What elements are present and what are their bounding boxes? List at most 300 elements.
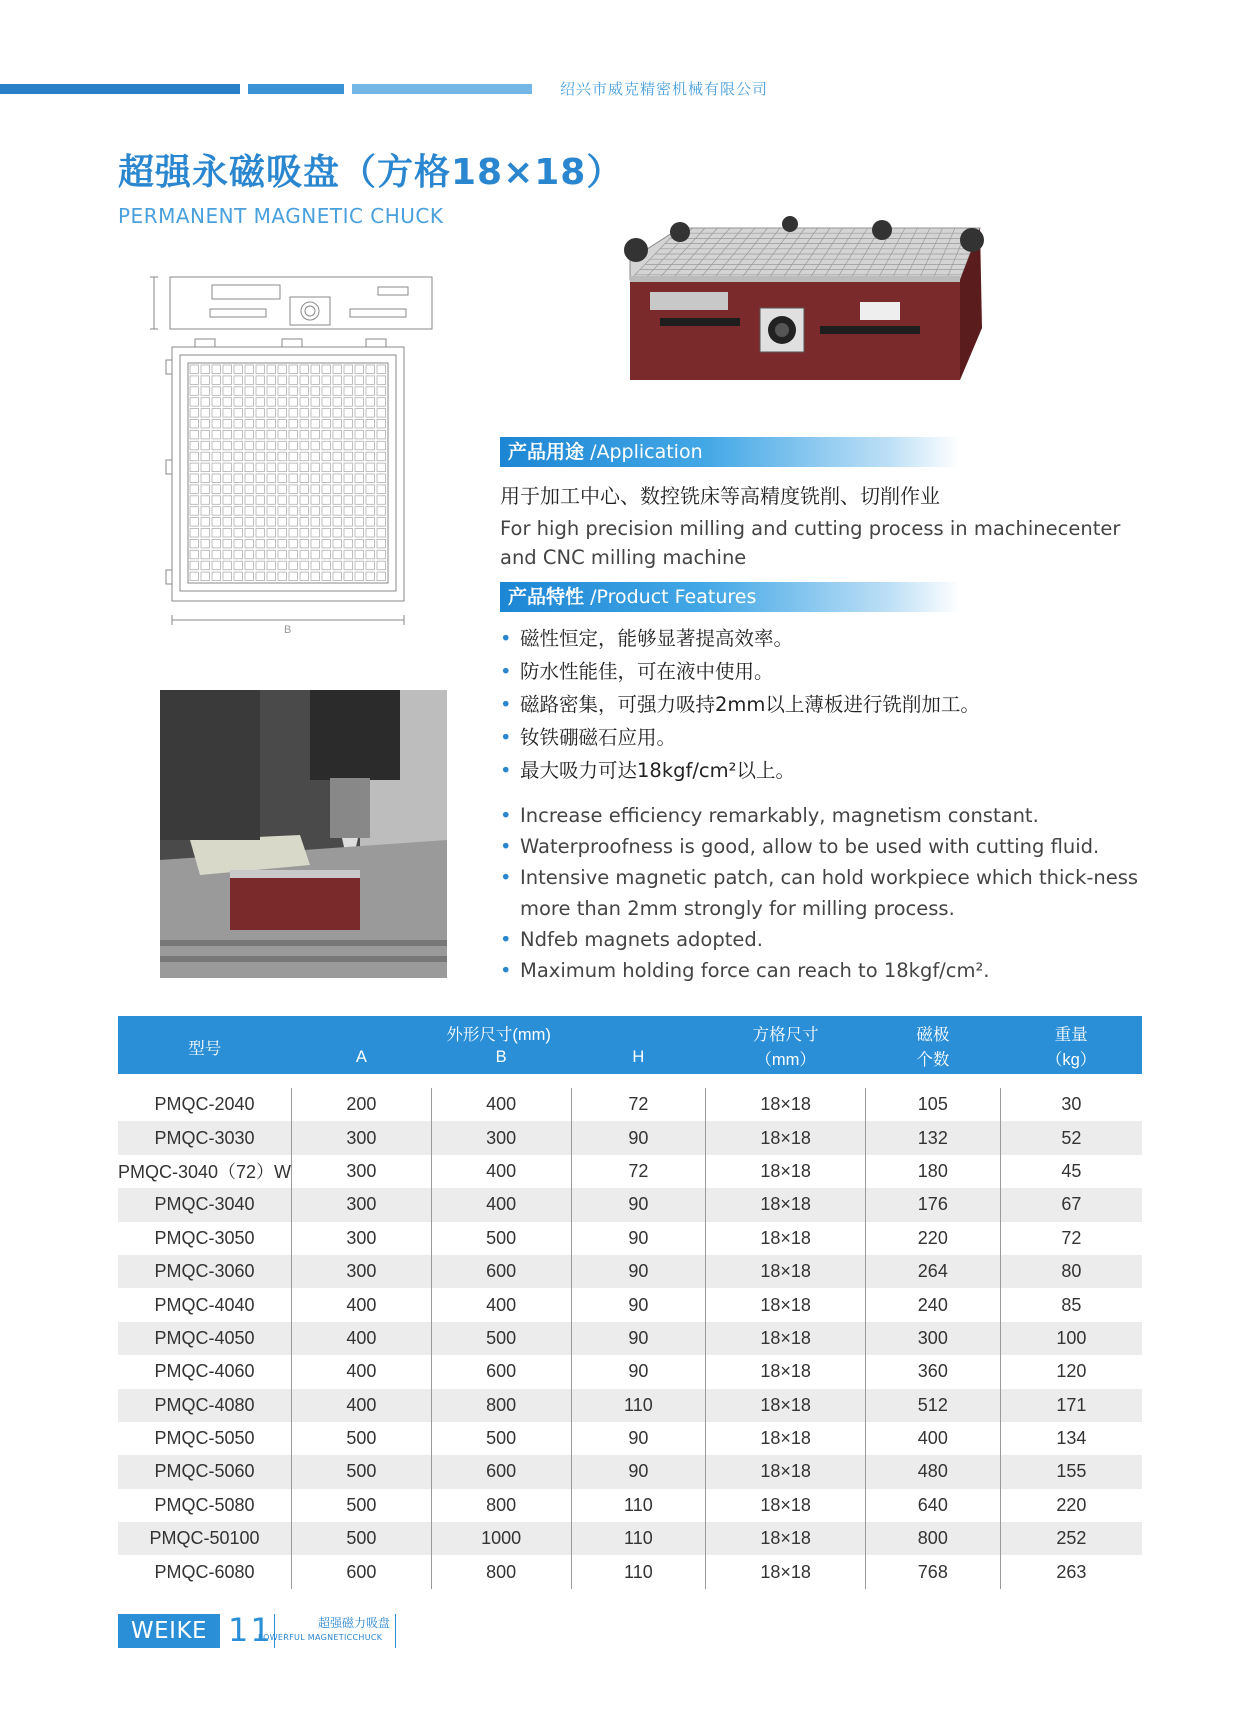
grid-cell — [289, 539, 298, 548]
grid-cell — [278, 463, 287, 472]
grid-cell — [366, 572, 375, 581]
grid-cell — [212, 365, 221, 374]
grid-cell — [355, 409, 364, 418]
grid-cell — [311, 485, 320, 494]
table-cell: 72 — [571, 1155, 706, 1188]
model-cell: PMQC-4080 — [118, 1389, 292, 1422]
application-heading-cn: 产品用途 — [508, 441, 585, 463]
grid-cell — [212, 561, 221, 570]
grid-cell — [333, 441, 342, 450]
grid-cell — [300, 430, 309, 439]
grid-cell — [377, 409, 386, 418]
grid-cell — [267, 409, 276, 418]
grid-cell — [333, 387, 342, 396]
grid-cell — [245, 485, 254, 494]
table-cell: 768 — [865, 1555, 1000, 1588]
grid-cell — [267, 539, 276, 548]
table-cell: 500 — [292, 1489, 432, 1522]
grid-cell — [267, 452, 276, 461]
grid-cell — [300, 550, 309, 559]
grid-cell — [300, 365, 309, 374]
grid-cell — [344, 420, 353, 429]
table-cell: 300 — [292, 1121, 432, 1154]
grid-cell — [355, 529, 364, 538]
grid-cell — [201, 496, 210, 505]
table-row — [118, 1155, 1142, 1188]
grid-cell — [366, 398, 375, 407]
grid-cell — [300, 529, 309, 538]
grid-cell — [355, 485, 364, 494]
grid-cell — [212, 452, 221, 461]
grid-cell — [366, 485, 375, 494]
grid-cell — [344, 463, 353, 472]
grid-cell — [344, 365, 353, 374]
model-cell: PMQC-3040（72）W — [118, 1162, 292, 1183]
grid-cell — [245, 430, 254, 439]
grid-cell — [322, 365, 331, 374]
table-cell: 400 — [292, 1322, 432, 1355]
application-text-en: For high precision milling and cutting process in machinecenter and CNC milling machine — [500, 517, 1121, 569]
grid-cell — [212, 387, 221, 396]
grid-cell — [245, 529, 254, 538]
grid-cell — [234, 420, 243, 429]
grid-cell — [267, 474, 276, 483]
footer-divider — [274, 1614, 275, 1648]
grid-cell — [355, 452, 364, 461]
grid-cell — [333, 474, 342, 483]
grid-cell — [333, 550, 342, 559]
model-cell: PMQC-5080 — [154, 1494, 255, 1515]
table-cell: 18×18 — [706, 1355, 866, 1388]
grid-cell — [245, 463, 254, 472]
grid-cell — [223, 376, 232, 385]
page-subtitle: PERMANENT MAGNETIC CHUCK — [118, 204, 444, 228]
grid-cell — [278, 496, 287, 505]
table-cell: 180 — [865, 1155, 1000, 1188]
grid-cell — [256, 441, 265, 450]
grid-cell — [355, 441, 364, 450]
features-heading-cn: 产品特性 — [508, 586, 585, 608]
grid-cell — [278, 507, 287, 516]
model-cell: PMQC-6080 — [154, 1561, 255, 1582]
grid-cell — [355, 420, 364, 429]
table-cell: 252 — [1000, 1522, 1142, 1555]
grid-cell — [322, 474, 331, 483]
grid-cell — [267, 561, 276, 570]
grid-cell — [256, 561, 265, 570]
table-cell: 500 — [431, 1322, 571, 1355]
table-cell: 45 — [1000, 1155, 1142, 1188]
product-photo — [600, 210, 1010, 410]
grid-cell — [223, 474, 232, 483]
grid-cell — [201, 572, 210, 581]
grid-cell — [267, 507, 276, 516]
header-poles: 磁极 — [865, 1016, 1000, 1045]
table-cell: 600 — [431, 1255, 571, 1288]
grid-cell — [190, 365, 199, 374]
dimension-label: B — [284, 624, 292, 636]
grid-cell — [344, 441, 353, 450]
grid-cell — [201, 474, 210, 483]
grid-cell — [245, 398, 254, 407]
grid-cell — [322, 561, 331, 570]
grid-cell — [333, 539, 342, 548]
grid-cell — [355, 518, 364, 527]
table-cell: 100 — [1000, 1322, 1142, 1355]
grid-cell — [278, 518, 287, 527]
grid-cell — [190, 550, 199, 559]
grid-cell — [278, 420, 287, 429]
grid-cell — [256, 485, 265, 494]
grid-cell — [366, 365, 375, 374]
grid-cell — [311, 365, 320, 374]
grid-cell — [344, 452, 353, 461]
grid-cell — [223, 561, 232, 570]
grid-cell — [223, 507, 232, 516]
grid-cell — [322, 539, 331, 548]
grid-cell — [355, 507, 364, 516]
grid-cell — [245, 365, 254, 374]
table-cell: 18×18 — [706, 1088, 866, 1121]
grid-cell — [234, 485, 243, 494]
table-cell: 18×18 — [706, 1555, 866, 1588]
grid-cell — [278, 441, 287, 450]
grid-cell — [289, 365, 298, 374]
grid-cell — [311, 550, 320, 559]
grid-cell — [366, 409, 375, 418]
page-number: 11 — [228, 1611, 273, 1649]
model-cell: PMQC-50100 — [118, 1522, 292, 1555]
table-cell: 600 — [292, 1555, 432, 1588]
header-weight-unit: （kg） — [1000, 1045, 1142, 1074]
application-heading-en: /Application — [590, 441, 703, 463]
grid-cell — [377, 518, 386, 527]
table-cell: 600 — [431, 1455, 571, 1488]
grid-cell — [278, 430, 287, 439]
grid-cell — [245, 507, 254, 516]
table-cell: 90 — [571, 1222, 706, 1255]
grid-cell — [234, 507, 243, 516]
grid-cell — [212, 430, 221, 439]
grid-cell — [344, 485, 353, 494]
grid-cell — [278, 474, 287, 483]
grid-cell — [366, 539, 375, 548]
grid-cell — [289, 485, 298, 494]
grid-cell — [344, 572, 353, 581]
grid-cell — [355, 398, 364, 407]
grid-cell — [355, 561, 364, 570]
features-list-en — [500, 800, 1150, 986]
grid-cell — [322, 420, 331, 429]
grid-cell — [278, 409, 287, 418]
grid-cell — [366, 550, 375, 559]
table-row — [118, 1355, 1142, 1388]
grid-cell — [267, 485, 276, 494]
header-weight: 重量 — [1000, 1016, 1142, 1045]
grid-cell — [333, 529, 342, 538]
table-cell: 18×18 — [706, 1188, 866, 1221]
grid-cell — [377, 550, 386, 559]
table-row — [118, 1555, 1142, 1588]
grid-cell — [366, 529, 375, 538]
grid-cell — [311, 507, 320, 516]
grid-cell — [234, 561, 243, 570]
grid-cell — [256, 539, 265, 548]
table-cell: 400 — [431, 1188, 571, 1221]
grid-cell — [366, 463, 375, 472]
grid-cell — [333, 376, 342, 385]
grid-cell — [234, 409, 243, 418]
grid-cell — [289, 387, 298, 396]
header-bar — [248, 84, 344, 94]
grid-cell — [245, 420, 254, 429]
table-cell: 800 — [865, 1522, 1000, 1555]
table-cell: 400 — [865, 1422, 1000, 1455]
grid-cell — [311, 572, 320, 581]
grid-cell — [201, 365, 210, 374]
grid-cell — [212, 485, 221, 494]
feature-item: • 磁路密集，可强力吸持2mm以上薄板进行铣削加工。 — [500, 688, 980, 721]
grid-cell — [377, 365, 386, 374]
grid-cell — [311, 430, 320, 439]
table-cell: 90 — [571, 1288, 706, 1321]
footer-label-cn: 超强磁力吸盘 — [318, 1616, 391, 1630]
features-heading — [500, 582, 960, 612]
table-cell: 90 — [571, 1188, 706, 1221]
grid-cell — [212, 529, 221, 538]
grid-cell — [333, 572, 342, 581]
table-cell: 18×18 — [706, 1522, 866, 1555]
grid-cell — [300, 485, 309, 494]
feature-item: • 防水性能佳，可在液中使用。 — [500, 655, 980, 688]
grid-cell — [377, 561, 386, 570]
grid-cell — [201, 518, 210, 527]
grid-cell — [333, 561, 342, 570]
grid-cell — [322, 529, 331, 538]
application-text-cn: 用于加工中心、数控铣床等高精度铣削、切削作业 — [500, 484, 940, 508]
grid-cell — [344, 496, 353, 505]
grid-cell — [234, 365, 243, 374]
table-cell: 18×18 — [706, 1121, 866, 1154]
grid-cell — [212, 441, 221, 450]
grid-cell — [278, 452, 287, 461]
table-cell: 72 — [1000, 1222, 1142, 1255]
grid-cell — [278, 365, 287, 374]
grid-cell — [311, 376, 320, 385]
grid-cell — [377, 420, 386, 429]
machining-photo — [160, 690, 447, 978]
table-body — [118, 1088, 1142, 1589]
feature-item: • 磁性恒定，能够显著提高效率。 — [500, 622, 980, 655]
table-cell: 400 — [431, 1088, 571, 1121]
grid-cell — [234, 572, 243, 581]
grid-cell — [223, 387, 232, 396]
grid-cell — [366, 430, 375, 439]
grid-cell — [322, 496, 331, 505]
grid-cell — [300, 441, 309, 450]
grid-cell — [355, 474, 364, 483]
grid-cell — [377, 474, 386, 483]
table-cell: 18×18 — [706, 1288, 866, 1321]
grid-cell — [300, 387, 309, 396]
table-cell: 400 — [431, 1155, 571, 1188]
table-cell: 800 — [431, 1389, 571, 1422]
grid-cell — [311, 539, 320, 548]
table-cell: 90 — [571, 1121, 706, 1154]
grid-cell — [190, 430, 199, 439]
table-cell: 300 — [865, 1322, 1000, 1355]
grid-cell — [289, 452, 298, 461]
table-cell: 300 — [292, 1188, 432, 1221]
grid-cell — [366, 561, 375, 570]
table-cell: 90 — [571, 1455, 706, 1488]
grid-cell — [311, 398, 320, 407]
table-cell: 400 — [431, 1288, 571, 1321]
grid-cell — [300, 398, 309, 407]
model-cell: PMQC-5060 — [118, 1455, 292, 1488]
grid-cell — [267, 572, 276, 581]
company-name: 绍兴市威克精密机械有限公司 — [560, 80, 769, 98]
table-header — [118, 1016, 1142, 1074]
grid-cell — [366, 496, 375, 505]
table-cell: 176 — [865, 1188, 1000, 1221]
table-cell: 90 — [571, 1255, 706, 1288]
grid-cell — [289, 376, 298, 385]
grid-cell — [234, 463, 243, 472]
grid-cell — [333, 452, 342, 461]
grid-cell — [278, 398, 287, 407]
header-h: H — [571, 1045, 706, 1074]
grid-cell — [223, 441, 232, 450]
grid-cell — [333, 485, 342, 494]
table-cell: 120 — [1000, 1355, 1142, 1388]
grid-cell — [234, 376, 243, 385]
grid-cell — [366, 387, 375, 396]
table-row — [118, 1322, 1142, 1355]
table-cell: 67 — [1000, 1188, 1142, 1221]
grid-cell — [344, 561, 353, 570]
grid-cell — [234, 398, 243, 407]
grid-cell — [355, 376, 364, 385]
grid-cell — [311, 518, 320, 527]
grid-cell — [366, 376, 375, 385]
grid-cell — [311, 420, 320, 429]
grid-cell — [366, 420, 375, 429]
grid-cell — [377, 376, 386, 385]
grid-cell — [256, 452, 265, 461]
table-cell: 72 — [571, 1088, 706, 1121]
grid-cell — [201, 452, 210, 461]
grid-cell — [333, 507, 342, 516]
grid-cell — [322, 376, 331, 385]
model-cell: PMQC-3040 — [118, 1188, 292, 1221]
features-list-cn — [500, 622, 980, 787]
grid-cell — [333, 430, 342, 439]
grid-cell — [256, 409, 265, 418]
model-cell: PMQC-5050 — [154, 1428, 255, 1449]
header-bar — [352, 84, 532, 94]
table-cell: 85 — [1000, 1288, 1142, 1321]
table-row — [118, 1188, 1142, 1221]
grid-cell — [355, 365, 364, 374]
grid-cell — [366, 518, 375, 527]
grid-cell — [311, 463, 320, 472]
grid-cell — [245, 409, 254, 418]
grid-cell — [190, 485, 199, 494]
grid-cell — [190, 539, 199, 548]
grid-cell — [300, 474, 309, 483]
grid-cell — [201, 561, 210, 570]
table-cell: 171 — [1000, 1389, 1142, 1422]
grid-cell — [245, 561, 254, 570]
grid-cell — [333, 365, 342, 374]
grid-cell — [311, 529, 320, 538]
application-heading — [500, 437, 960, 467]
table-cell: 18×18 — [706, 1389, 866, 1422]
grid-cell — [201, 441, 210, 450]
grid-cell — [311, 452, 320, 461]
grid-cell — [333, 409, 342, 418]
page-title: 超强永磁吸盘（方格18×18） — [118, 152, 624, 193]
grid-cell — [190, 387, 199, 396]
grid-cell — [289, 561, 298, 570]
grid-cell — [333, 496, 342, 505]
grid-cell — [344, 518, 353, 527]
grid-cell — [190, 463, 199, 472]
table-row — [118, 1288, 1142, 1321]
header-bar — [0, 84, 240, 94]
grid-cell — [267, 441, 276, 450]
table-cell: 400 — [292, 1355, 432, 1388]
grid-cell — [190, 572, 199, 581]
grid-cell — [366, 452, 375, 461]
table-row — [118, 1389, 1142, 1422]
table-cell: 220 — [865, 1222, 1000, 1255]
grid-cell — [256, 398, 265, 407]
grid-cell — [377, 529, 386, 538]
grid-cell — [245, 387, 254, 396]
grid-cell — [256, 474, 265, 483]
grid-cell — [344, 430, 353, 439]
grid-cell — [212, 539, 221, 548]
grid-cell — [234, 496, 243, 505]
table-cell: 110 — [571, 1522, 706, 1555]
grid-cell — [278, 387, 287, 396]
grid-cell — [289, 507, 298, 516]
model-cell: PMQC-2040 — [154, 1094, 255, 1115]
grid-cell — [245, 496, 254, 505]
grid-cell — [223, 550, 232, 559]
grid-cell — [322, 452, 331, 461]
grid-cell — [190, 452, 199, 461]
grid-cell — [289, 474, 298, 483]
grid-cell — [377, 507, 386, 516]
grid-cell — [289, 496, 298, 505]
table-cell: 500 — [292, 1422, 432, 1455]
grid-cell — [311, 561, 320, 570]
grid-cell — [234, 550, 243, 559]
grid-cell — [201, 376, 210, 385]
grid-cell — [201, 387, 210, 396]
grid-cell — [212, 376, 221, 385]
grid-cell — [212, 474, 221, 483]
grid-cell — [190, 376, 199, 385]
grid-cell — [322, 485, 331, 494]
grid-cell — [377, 463, 386, 472]
grid-cell — [377, 441, 386, 450]
grid-cell — [245, 518, 254, 527]
table-cell: 52 — [1000, 1121, 1142, 1154]
